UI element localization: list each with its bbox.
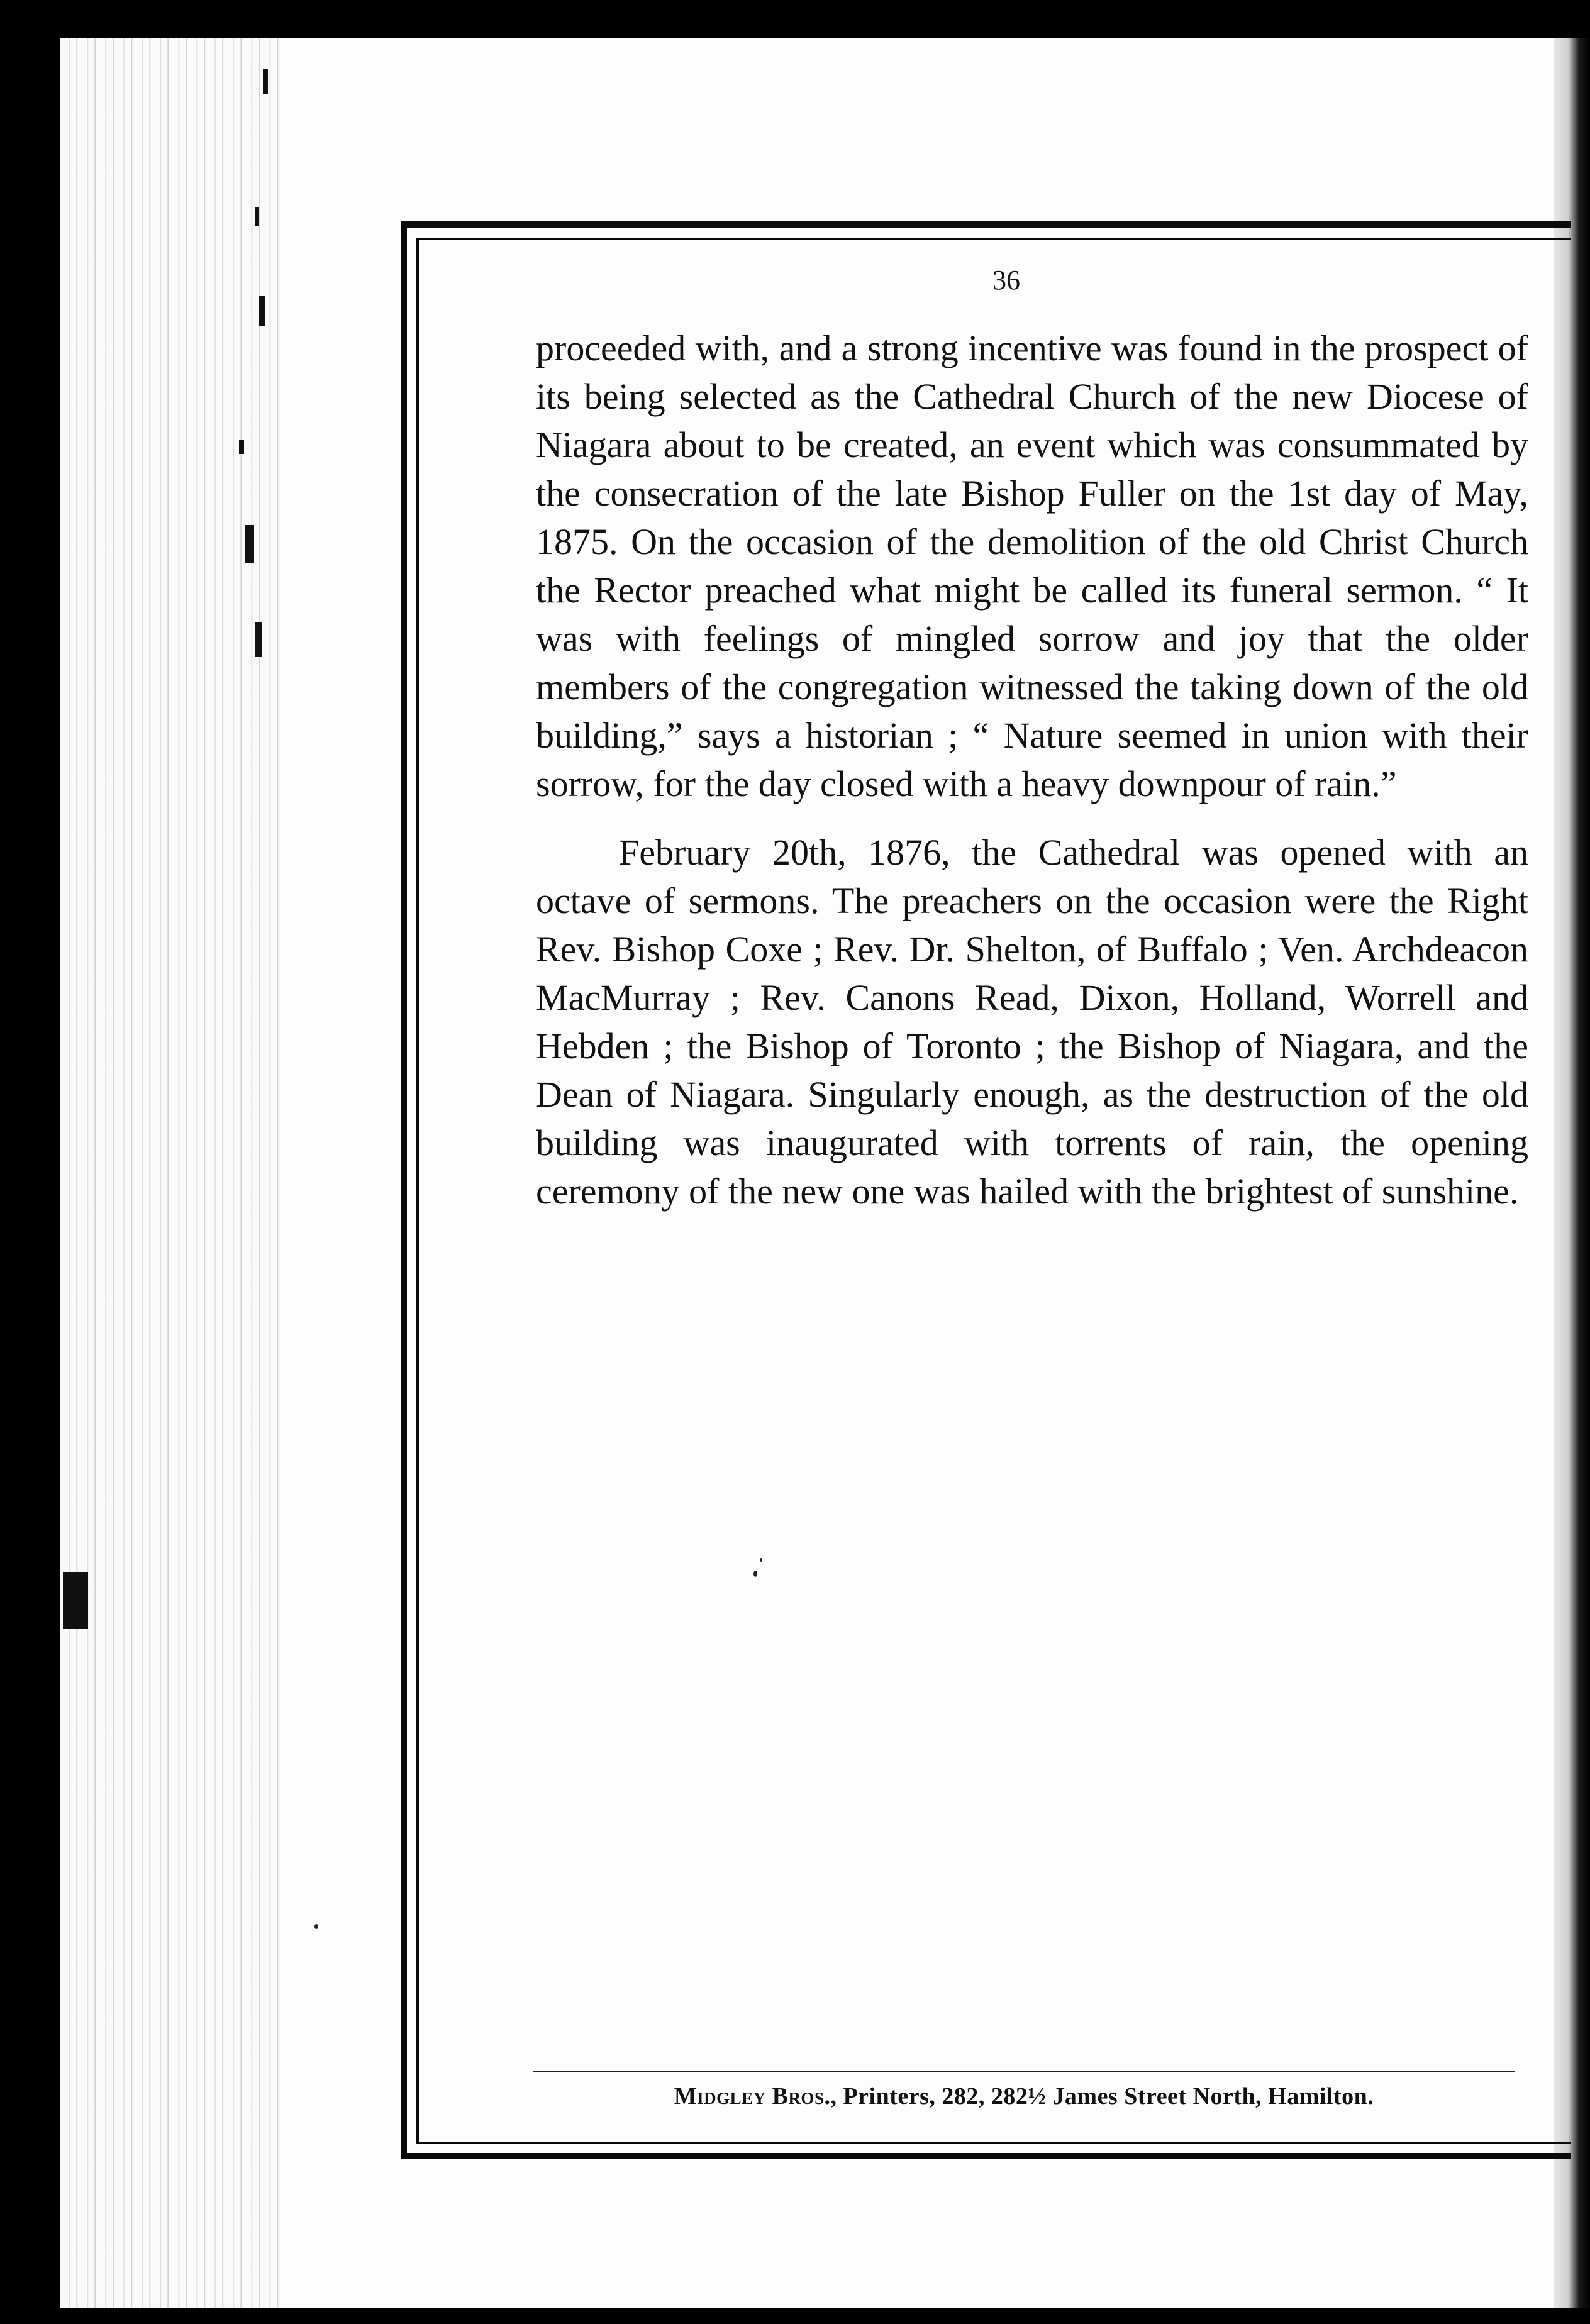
printer-imprint [533, 2083, 1515, 2110]
edge-mark [63, 1572, 88, 1629]
scan-speck [314, 1924, 318, 1929]
edge-mark [245, 525, 254, 563]
edge-mark [255, 208, 259, 226]
footer-rule [533, 2071, 1515, 2072]
scan-speck [753, 1571, 757, 1577]
paragraph: proceeded with, and a strong incentive was found in the prospect of its being selected as the Cathedral Church of the new Diocese of Niagara about to be created, an event which was consummated by the consecration of the late Bishop Fuller on the 1st day of May, 1875. On the occasion of the demolition of the old Christ Church the Rector preached what might be called its funeral sermon. “ It was with feelings of mingled sorrow and joy that the older members of the congregation witnessed the taking down of the old building,” says a historian ; “ Nature seemed in union with their sorrow, for the day closed with a heavy downpour of rain.” [536, 328, 1528, 804]
scan-speck [760, 1558, 762, 1562]
body-text [536, 324, 1528, 1215]
printer-name: Midgley Bros. [674, 2083, 831, 2110]
edge-mark [263, 69, 268, 94]
page-number: 36 [992, 265, 1020, 296]
page-fore-edge [60, 38, 280, 2308]
paragraph: February 20th, 1876, the Cathedral was opened with an octave of sermons. The preachers on the occasion were the Right Rev. Bishop Coxe ; Rev. Dr. Shelton, of Buffalo ; Ven. Archdeacon MacMurray ; Rev. Canons Read, Dixon, Holland, Worrell and Hebden ; the Bishop of Toronto ; the Bishop of Niagara, and the Dean of Niagara. Singularly enough, as the destruction of the old building was inaugurated with torrents of rain, the opening ceremony of the new one was hailed with the brightest of sunshine. [536, 832, 1528, 1212]
edge-mark [239, 440, 244, 454]
printer-address: , Printers, 282, 282½ James Street North, Hamilton. [830, 2083, 1374, 2110]
edge-mark [255, 622, 262, 657]
edge-mark [259, 296, 265, 326]
